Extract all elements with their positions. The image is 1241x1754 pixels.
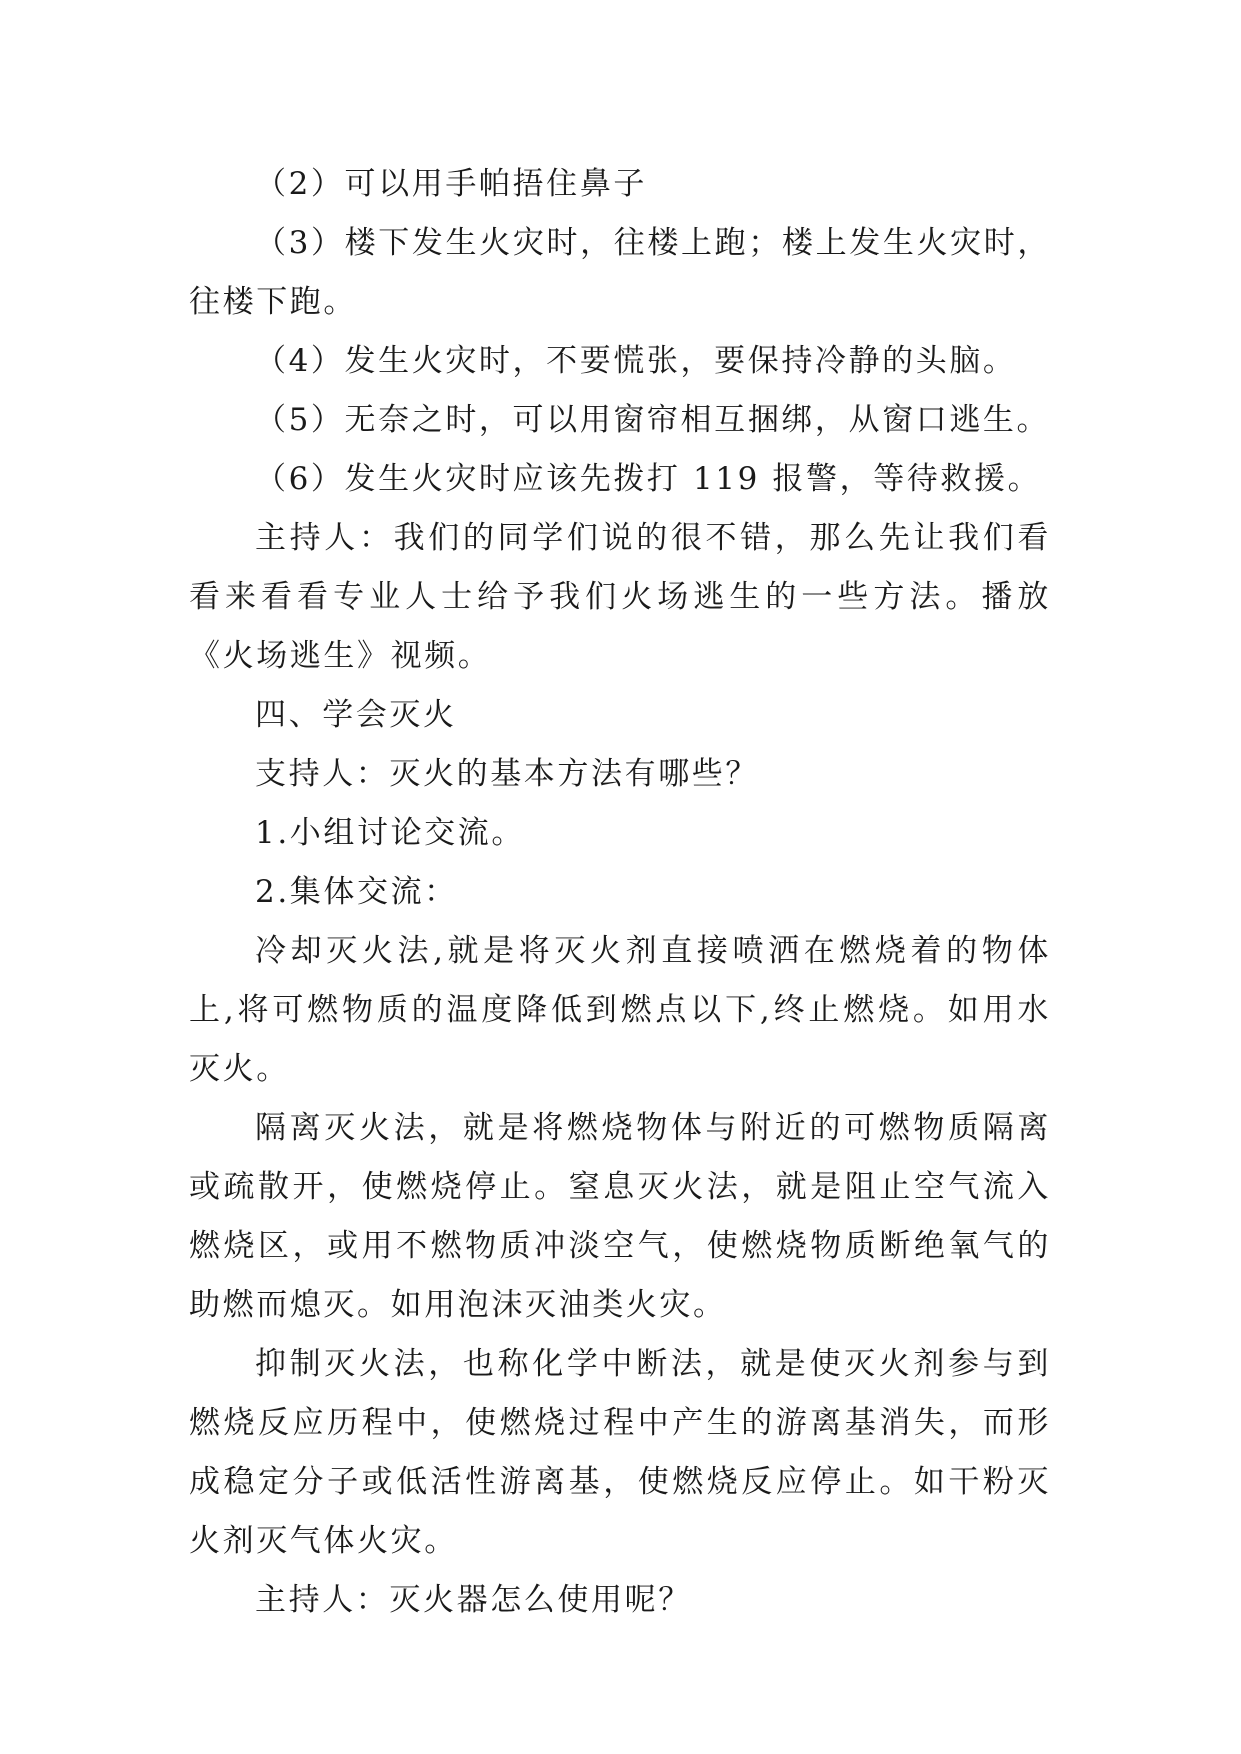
paragraph-step-1: 1.小组讨论交流。 <box>255 815 525 851</box>
paragraph-item-2: （2）可以用手帕捂住鼻子 <box>255 166 647 202</box>
paragraph-cooling: 冷却灭火法,就是将灭火剂直接喷洒在燃烧着的物体上,将可燃物质的温度降低到燃点以下,终止燃烧。如用水灭火。 <box>189 933 1051 1087</box>
section-heading: 四、学会灭火 <box>255 697 457 733</box>
paragraph-host-question: 主持人：灭火器怎么使用呢？ <box>255 1582 692 1618</box>
paragraph-item-3: （3）楼下发生火灾时，往楼上跑；楼上发生火灾时，往楼下跑。 <box>189 225 1051 320</box>
paragraph-item-6: （6）发生火灾时应该先拨打 119 报警，等待救援。 <box>255 461 1042 497</box>
document-body <box>189 155 1051 1630</box>
paragraph-isolation: 隔离灭火法，就是将燃烧物体与附近的可燃物质隔离或疏散开，使燃烧停止。窒息灭火法，就是阻止空气流入燃烧区，或用不燃物质冲淡空气，使燃烧物质断绝氧气的助燃而熄灭。如用泡沫灭油类火灾。 <box>189 1110 1051 1323</box>
paragraph-step-2: 2.集体交流： <box>255 874 458 910</box>
paragraph-host-remark: 主持人：我们的同学们说的很不错，那么先让我们看看来看看专业人士给予我们火场逃生的一些方法。播放《火场逃生》视频。 <box>189 520 1051 674</box>
paragraph-item-5: （5）无奈之时，可以用窗帘相互捆绑，从窗口逃生。 <box>255 402 1051 438</box>
paragraph-question: 支持人：灭火的基本方法有哪些？ <box>255 756 759 792</box>
paragraph-inhibition: 抑制灭火法，也称化学中断法，就是使灭火剂参与到燃烧反应历程中，使燃烧过程中产生的游离基消失，而形成稳定分子或低活性游离基，使燃烧反应停止。如干粉灭火剂灭气体火灾。 <box>189 1346 1051 1559</box>
paragraph-item-4: （4）发生火灾时，不要慌张，要保持冷静的头脑。 <box>255 343 1017 379</box>
